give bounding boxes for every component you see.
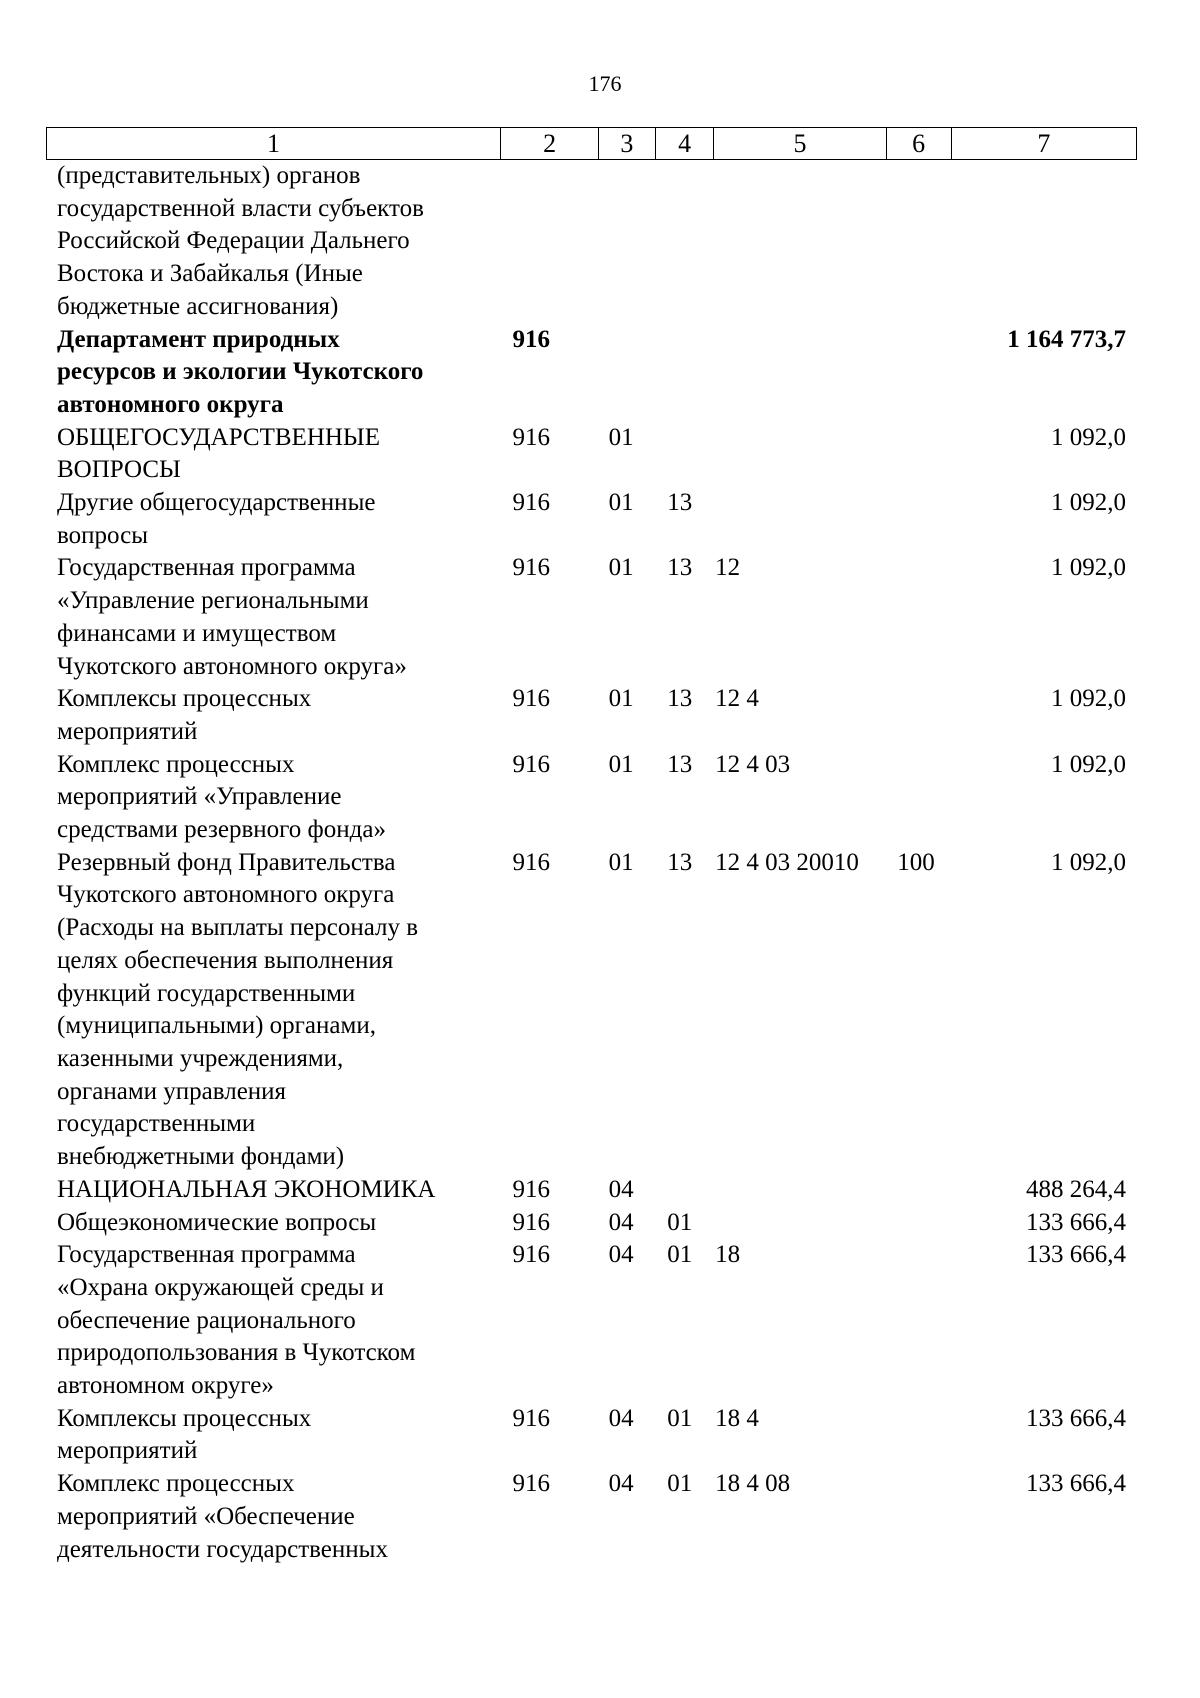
header-col-5: 5	[714, 128, 886, 160]
expense-type-cell	[886, 1403, 951, 1468]
subsection-code-cell	[655, 324, 714, 422]
row-name-line: обеспечение рационального	[57, 1306, 356, 1334]
row-name-line: Чукотского автономного округа»	[57, 652, 407, 680]
row-name-cell	[46, 1207, 500, 1240]
target-article-cell: 18 4	[715, 1404, 759, 1432]
row-name-cell	[46, 1174, 500, 1207]
subsection-code-cell: 13	[667, 750, 693, 778]
target-article-cell: 12 4 03 20010	[715, 848, 859, 876]
row-name-line: НАЦИОНАЛЬНАЯ ЭКОНОМИКА	[57, 1175, 436, 1203]
row-name-cell	[46, 847, 500, 1174]
ministry-code-cell: 916	[512, 1241, 550, 1269]
row-name-line: органами управления	[57, 1077, 287, 1105]
header-row	[47, 128, 1137, 160]
section-code-cell: 04	[608, 1175, 634, 1203]
amount-cell: 133 666,4	[1026, 1208, 1126, 1236]
section-code-cell: 01	[608, 685, 634, 713]
header-col-4: 4	[655, 128, 714, 160]
subsection-code-cell: 01	[667, 1208, 693, 1236]
row-name-line: ВОПРОСЫ	[57, 456, 181, 484]
header-col-7: 7	[951, 128, 1136, 160]
row-name-cell	[46, 422, 500, 487]
row-name-line: «Управление региональными	[57, 587, 369, 615]
subsection-code-cell: 13	[667, 489, 693, 517]
row-name-line: Комплексы процессных	[57, 1404, 312, 1432]
row-name-line: мероприятий «Управление	[57, 783, 342, 811]
table-row	[46, 1468, 1137, 1566]
section-code-cell: 04	[608, 1470, 634, 1498]
row-name-line: функций государственными	[57, 979, 356, 1007]
target-article-cell: 18 4 08	[715, 1470, 791, 1498]
target-article-cell	[714, 487, 886, 552]
ministry-code-cell: 916	[512, 1208, 550, 1236]
amount-cell: 1 092,0	[1051, 423, 1126, 451]
amount-cell: 133 666,4	[1026, 1404, 1126, 1432]
amount-cell: 133 666,4	[1026, 1470, 1126, 1498]
row-name-line: Комплекс процессных	[57, 750, 295, 778]
page-number: 176	[588, 71, 622, 96]
row-name-line: природопользования в Чукотском	[57, 1339, 416, 1367]
row-name-line: целях обеспечения выполнения	[57, 946, 394, 974]
target-article-cell: 12 4 03	[715, 750, 791, 778]
expense-type-cell	[886, 160, 951, 324]
row-name-line: мероприятий	[57, 717, 198, 745]
row-name-line: (Расходы на выплаты персоналу в	[57, 914, 419, 942]
row-name-line: Другие общегосударственные	[57, 489, 376, 517]
expense-type-cell	[886, 1239, 951, 1403]
expense-type-cell	[886, 324, 951, 422]
expense-type-cell	[886, 683, 951, 748]
ministry-code-cell: 916	[512, 1175, 550, 1203]
budget-table	[46, 160, 1137, 1566]
subsection-code-cell: 13	[667, 685, 693, 713]
ministry-code-cell: 916	[512, 750, 550, 778]
ministry-code-cell: 916	[512, 423, 550, 451]
row-name-line: вопросы	[57, 521, 149, 549]
target-article-cell	[714, 324, 886, 422]
section-code-cell: 04	[608, 1241, 634, 1269]
row-name-line: государственными	[57, 1110, 256, 1138]
section-code-cell: 01	[608, 848, 634, 876]
table-row	[46, 1207, 1137, 1240]
row-name-line: мероприятий «Обеспечение	[57, 1502, 355, 1530]
table-row	[46, 422, 1137, 487]
section-code-cell: 04	[608, 1404, 634, 1432]
amount-cell	[952, 160, 1137, 324]
target-article-cell	[714, 422, 886, 487]
ministry-code-cell: 916	[512, 848, 550, 876]
row-name-cell	[46, 324, 500, 422]
table-row	[46, 324, 1137, 422]
subsection-code-cell: 01	[667, 1470, 693, 1498]
subsection-code-cell: 01	[667, 1404, 693, 1432]
table-row	[46, 847, 1137, 1174]
row-name-line: «Охрана окружающей среды и	[57, 1273, 384, 1301]
row-name-line: Востока и Забайкалья (Иные	[57, 260, 363, 288]
target-article-cell: 12	[715, 554, 741, 582]
row-name-cell	[46, 1239, 500, 1403]
table-row	[46, 1403, 1137, 1468]
subsection-code-cell	[655, 422, 714, 487]
section-code-cell: 04	[608, 1208, 634, 1236]
subsection-code-cell: 13	[667, 554, 693, 582]
target-article-cell: 18	[715, 1241, 741, 1269]
row-name-line: ОБЩЕГОСУДАРСТВЕННЫЕ	[57, 423, 380, 451]
row-name-cell	[46, 552, 500, 683]
row-name-line: автономного округа	[57, 390, 284, 418]
row-name-line: внебюджетными фондами)	[57, 1143, 345, 1171]
amount-cell: 1 092,0	[1051, 489, 1126, 517]
amount-cell: 1 092,0	[1051, 848, 1126, 876]
row-name-cell	[46, 487, 500, 552]
row-name-line: Комплексы процессных	[57, 685, 312, 713]
row-name-line: бюджетные ассигнования)	[57, 292, 339, 320]
expense-type-cell	[886, 1207, 951, 1240]
header-col-6: 6	[886, 128, 951, 160]
target-article-cell	[714, 1174, 886, 1207]
row-name-line: Департамент природных	[57, 325, 340, 353]
expense-type-cell	[886, 487, 951, 552]
amount-cell: 488 264,4	[1026, 1175, 1126, 1203]
ministry-code-cell: 916	[512, 685, 550, 713]
row-name-line: финансами и имуществом	[57, 619, 337, 647]
table-body	[46, 160, 1137, 1566]
section-code-cell: 01	[608, 554, 634, 582]
table-row	[46, 683, 1137, 748]
row-name-line: ресурсов и экологии Чукотского	[57, 358, 424, 386]
amount-cell: 1 092,0	[1051, 685, 1126, 713]
ministry-code-cell: 916	[512, 1404, 550, 1432]
ministry-code-cell: 916	[512, 489, 550, 517]
row-name-line: Государственная программа	[57, 554, 356, 582]
row-name-line: государственной власти субъектов	[57, 194, 424, 222]
row-name-line: деятельности государственных	[57, 1535, 388, 1563]
row-name-line: (муниципальными) органами,	[57, 1012, 376, 1040]
subsection-code-cell: 13	[667, 848, 693, 876]
table-row	[46, 749, 1137, 847]
expense-type-cell: 100	[897, 848, 935, 876]
ministry-code-cell	[500, 160, 598, 324]
row-name-line: средствами резервного фонда»	[57, 816, 386, 844]
row-name-cell	[46, 749, 500, 847]
expense-type-cell	[886, 552, 951, 683]
subsection-code-cell: 01	[667, 1241, 693, 1269]
table-row	[46, 552, 1137, 683]
expense-type-cell	[886, 1468, 951, 1566]
ministry-code-cell: 916	[512, 554, 550, 582]
row-name-cell	[46, 1403, 500, 1468]
ministry-code-cell: 916	[512, 325, 550, 353]
table-row	[46, 1239, 1137, 1403]
section-code-cell: 01	[608, 750, 634, 778]
table-header	[46, 127, 1137, 160]
header-col-3: 3	[599, 128, 656, 160]
section-code-cell: 01	[608, 489, 634, 517]
row-name-line: Общеэкономические вопросы	[57, 1208, 377, 1236]
row-name-line: мероприятий	[57, 1437, 198, 1465]
row-name-line: Государственная программа	[57, 1241, 356, 1269]
amount-cell: 1 092,0	[1051, 750, 1126, 778]
row-name-line: автономном округе»	[57, 1372, 274, 1400]
expense-type-cell	[886, 422, 951, 487]
subsection-code-cell	[655, 160, 714, 324]
amount-cell: 1 164 773,7	[1007, 325, 1126, 353]
row-name-line: Резервный фонд Правительства	[57, 848, 396, 876]
table-row	[46, 487, 1137, 552]
amount-cell: 1 092,0	[1051, 554, 1126, 582]
expense-type-cell	[886, 749, 951, 847]
section-code-cell	[599, 324, 656, 422]
row-name-cell	[46, 683, 500, 748]
target-article-cell	[714, 160, 886, 324]
section-code-cell: 01	[608, 423, 634, 451]
section-code-cell	[599, 160, 656, 324]
row-name-line: Российской Федерации Дальнего	[57, 227, 410, 255]
target-article-cell: 12 4	[715, 685, 759, 713]
subsection-code-cell	[655, 1174, 714, 1207]
row-name-line: казенными учреждениями,	[57, 1044, 344, 1072]
row-name-line: Чукотского автономного округа	[57, 881, 395, 909]
header-col-2: 2	[501, 128, 599, 160]
target-article-cell	[714, 1207, 886, 1240]
expense-type-cell	[886, 1174, 951, 1207]
row-name-line: Комплекс процессных	[57, 1470, 295, 1498]
table-row	[46, 1174, 1137, 1207]
row-name-line: (представительных) органов	[57, 162, 361, 189]
row-name-cell	[46, 160, 500, 324]
ministry-code-cell: 916	[512, 1470, 550, 1498]
amount-cell: 133 666,4	[1026, 1241, 1126, 1269]
header-col-1: 1	[47, 128, 501, 160]
table-row	[46, 160, 1137, 324]
row-name-cell	[46, 1468, 500, 1566]
